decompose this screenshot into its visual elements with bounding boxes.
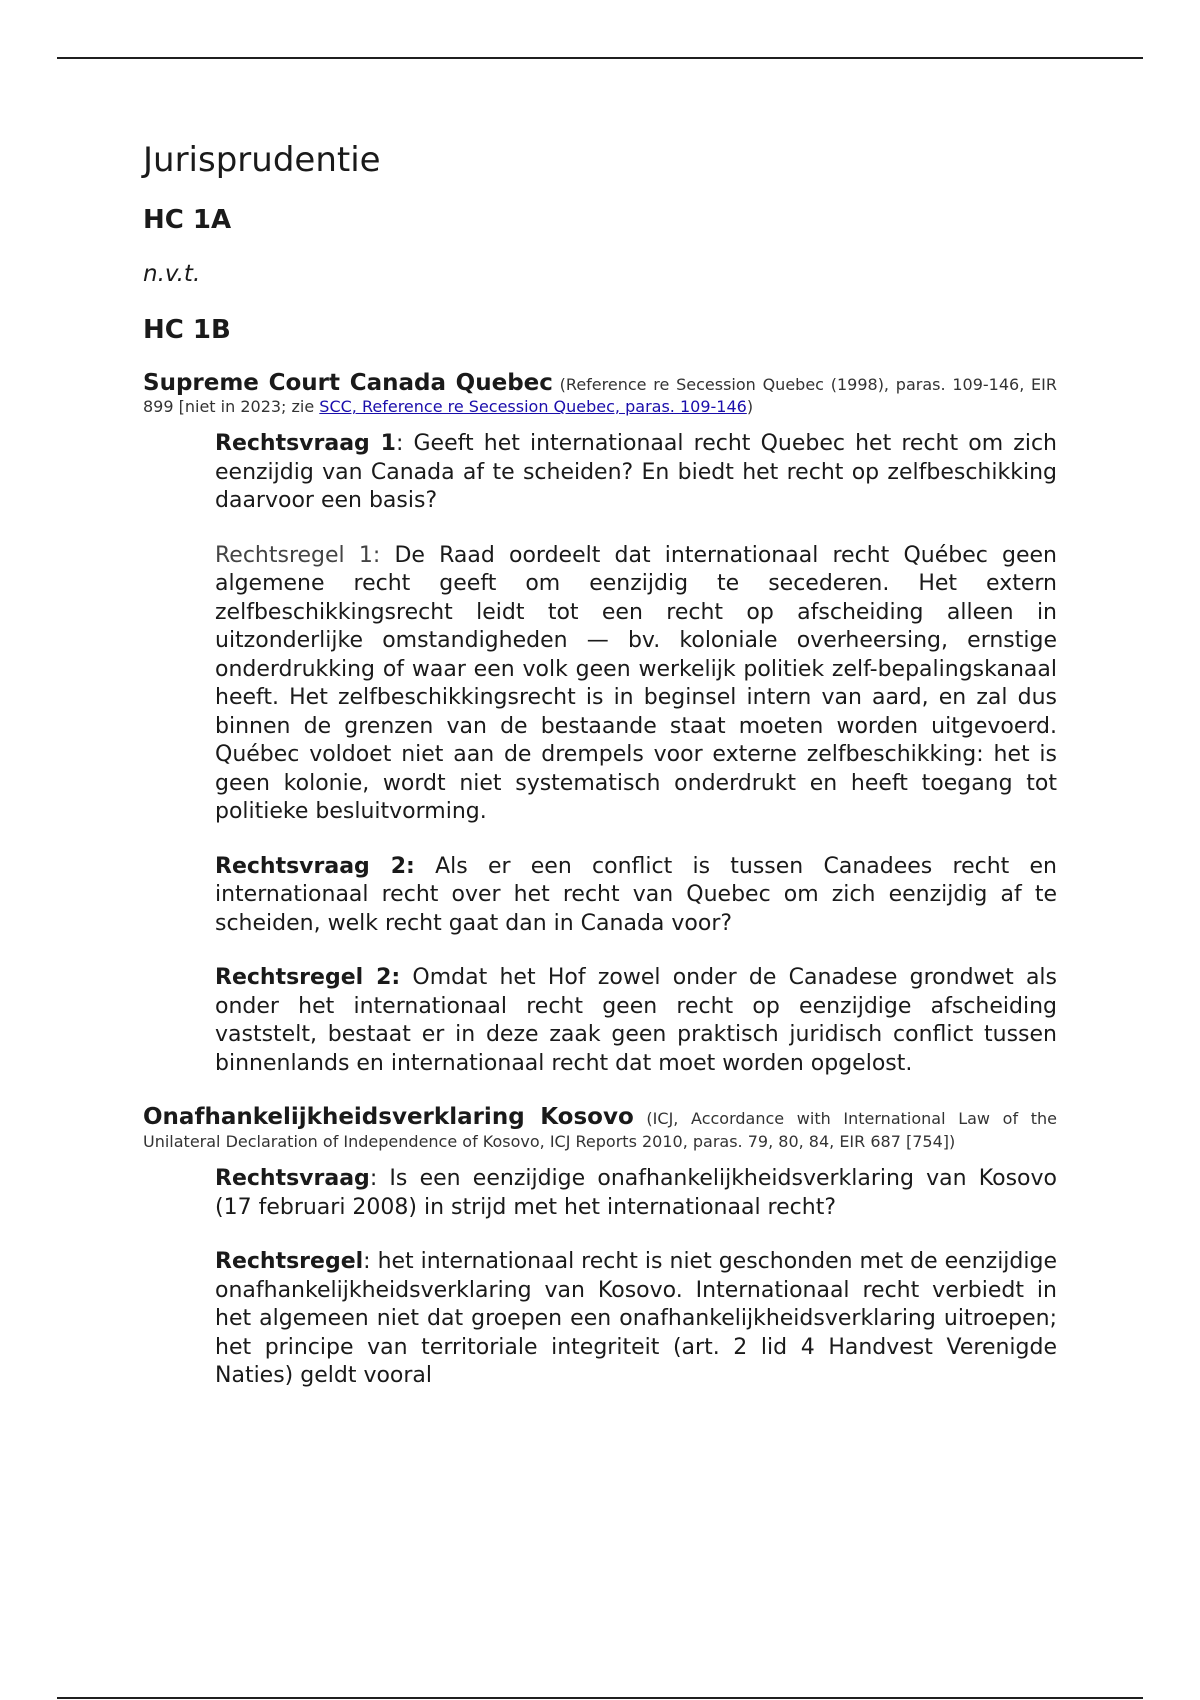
item-text: : Geeft het internationaal recht Quebec het recht om zich eenzijdig van Canada af te scheiden? En biedt het recht op zelfbeschikking daarvoor een basis? [215, 431, 1057, 514]
item-label: Rechtsvraag 2: [215, 853, 415, 879]
item-label: Rechtsregel [215, 1249, 364, 1275]
header-rule [57, 57, 1143, 59]
case-name: Supreme Court Canada Quebec [143, 369, 553, 396]
rechtsregel-2 [215, 964, 1057, 1078]
item-text: De Raad oordeelt dat internationaal recht Québec geen algemene recht geeft om eenzijdig te secederen. Het extern zelfbeschikkingsrecht leidt tot een recht op afscheiding alleen in uitzonderlijke omstandigheden — bv. koloniale overheersing, ernstige onderdrukking of waar een volk geen werkelijk politiek zelf-bepalingskanaal heeft. Het zelfbeschikkingsrecht is in beginsel intern van aard, en zal dus binnen de grenzen van de bestaande staat moeten worden uitgevoerd. Québec voldoet niet aan de drempels voor externe zelfbeschikking: het is geen kolonie, wordt niet systematisch onderdrukt en heeft toegang tot politieke besluitvorming. [215, 542, 1057, 825]
rechtsvraag-2 [215, 853, 1057, 939]
item-text: : Is een eenzijdige onafhankelijkheidsverklaring van Kosovo (17 februari 2008) in strijd met het internationaal recht? [215, 1166, 1057, 1220]
rechtsvraag-kosovo [215, 1165, 1057, 1222]
footer-rule [57, 1697, 1143, 1699]
item-label: Rechtsvraag 1 [215, 431, 396, 457]
item-text: Omdat het Hof zowel onder de Canadese grondwet als onder het internationaal recht geen recht op eenzijdige afscheiding vaststelt, bestaat er in deze zaak geen praktisch juridisch conflict tussen binnenlands en internationaal recht dat moet worden opgelost. [215, 965, 1057, 1076]
rechtsregel-1 [215, 542, 1057, 827]
section-heading-hc1b: HC 1B [143, 314, 231, 345]
item-text: Als er een conflict is tussen Canadees recht en internationaal recht over het recht van Quebec om zich eenzijdig af te scheiden, welk recht gaat dan in Canada voor? [215, 853, 1057, 936]
rechtsvraag-1 [215, 430, 1057, 516]
document-body [143, 138, 1057, 1417]
case-header-kosovo [143, 1104, 1057, 1151]
case-reference-link[interactable]: SCC, Reference re Secession Quebec, paras. 109-146 [319, 397, 747, 417]
case-reference: (ICJ, Accordance with International Law of the Unilateral Declaration of Independence of Kosovo, ICJ Reports 2010, paras. 79, 80, 84, EIR 687 [754]) [143, 1109, 1058, 1152]
rechtsregel-kosovo [215, 1248, 1057, 1391]
item-label: Rechtsvraag [215, 1166, 370, 1192]
section-note-hc1a: n.v.t. [143, 260, 201, 287]
page-title: Jurisprudentie [143, 140, 381, 180]
case-header-quebec [143, 370, 1057, 417]
case-name: Onafhankelijkheidsverklaring Kosovo [143, 1104, 634, 1131]
item-text: : het internationaal recht is niet geschonden met de eenzijdige onafhankelijkheidsverklaring van Kosovo. Internationaal recht verbiedt in het algemeen niet dat groepen een onafhankelijkheidsverklaring uitroepen; het principe van territoriale integriteit (art. 2 lid 4 Handvest Verenigde Naties) geldt vooral [215, 1249, 1057, 1389]
item-label: Rechtsregel 2: [215, 965, 401, 991]
item-label: Rechtsregel 1: [215, 542, 381, 568]
case-reference-close: ) [746, 397, 754, 417]
case-reference-text: (Reference re Secession Quebec (1998), paras. 109-146, EIR 899 [niet in 2023; zie [143, 374, 1057, 417]
section-heading-hc1a: HC 1A [143, 205, 232, 236]
